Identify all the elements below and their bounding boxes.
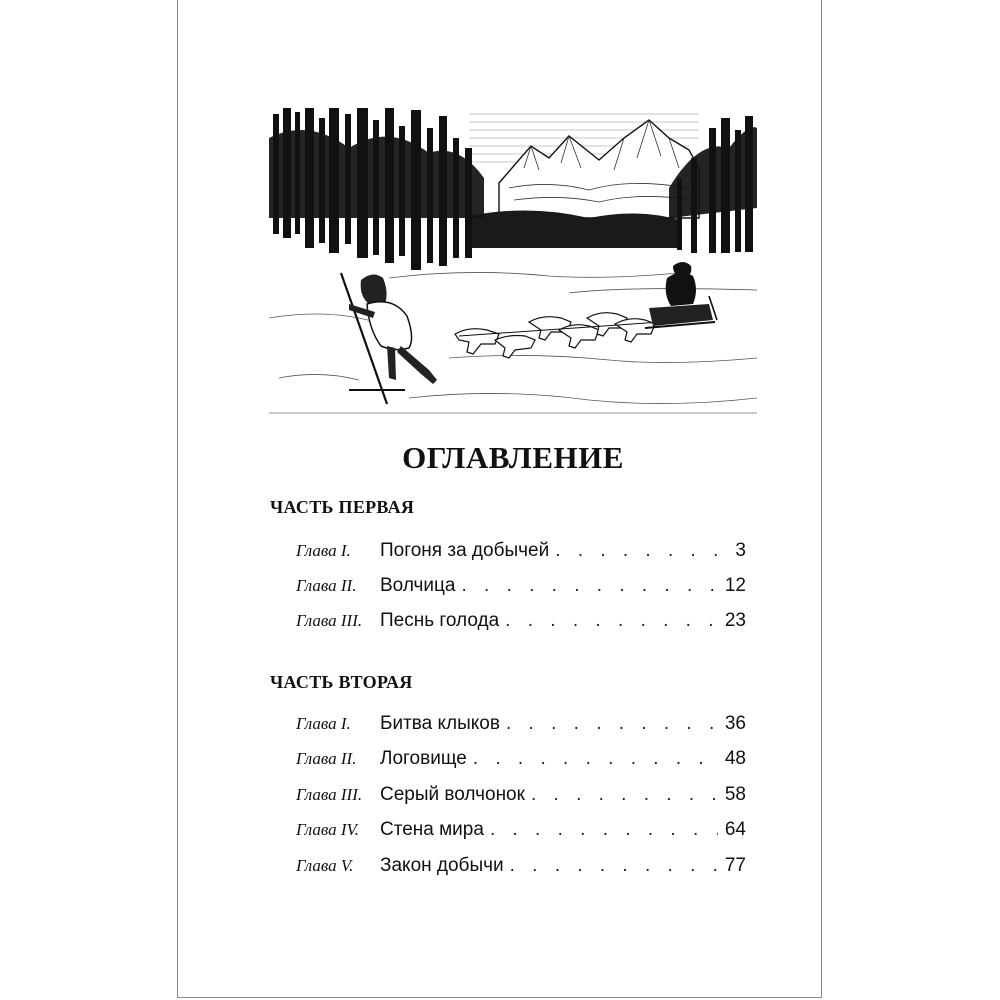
leader-dots	[461, 575, 718, 597]
chapter-label: Глава IV.	[296, 820, 360, 839]
leader-dots	[555, 540, 718, 562]
page-number: 58	[724, 784, 746, 805]
toc-entry	[296, 855, 746, 881]
page-number: 23	[724, 610, 746, 631]
part-title-1: ЧАСТЬ ПЕРВАЯ	[270, 497, 415, 517]
page-number: 3	[735, 540, 746, 561]
toc-entry	[296, 819, 746, 845]
chapter-label: Глава II.	[296, 749, 357, 768]
leader-dots	[473, 748, 718, 770]
page-number: 77	[724, 855, 746, 876]
chapter-title: Стена мира	[380, 819, 484, 840]
page-number: 48	[724, 748, 746, 769]
chapter-title: Логовище	[380, 748, 467, 769]
chapter-label: Глава I.	[296, 541, 351, 560]
winter-sled-illustration	[269, 108, 757, 422]
chapter-label: Глава III.	[296, 785, 363, 804]
leader-dots	[531, 784, 718, 806]
toc-entry	[296, 610, 746, 636]
chapter-label: Глава III.	[296, 611, 363, 630]
chapter-label: Глава V.	[296, 856, 354, 875]
toc-entry	[296, 784, 746, 810]
toc-entry	[296, 713, 746, 739]
toc-title: ОГЛАВЛЕНИЕ	[402, 440, 624, 475]
leader-dots	[510, 855, 718, 877]
page-number: 12	[724, 575, 746, 596]
leader-dots	[506, 713, 718, 735]
leader-dots	[490, 819, 718, 841]
chapter-title: Погоня за добычей	[380, 540, 550, 561]
chapter-label: Глава I.	[296, 714, 351, 733]
chapter-title: Волчица	[380, 575, 456, 596]
chapter-title: Битва клыков	[380, 713, 500, 734]
chapter-title: Серый волчонок	[380, 784, 525, 805]
toc-entry	[296, 575, 746, 601]
chapter-label: Глава II.	[296, 576, 357, 595]
chapter-title: Песнь голода	[380, 610, 500, 631]
part-title-2: ЧАСТЬ ВТОРАЯ	[270, 672, 413, 692]
leader-dots	[505, 610, 718, 632]
page-number: 64	[724, 819, 746, 840]
toc-entry	[296, 748, 746, 774]
chapter-title: Закон добычи	[380, 855, 504, 876]
page-number: 36	[724, 713, 746, 734]
toc-entry	[296, 540, 746, 566]
